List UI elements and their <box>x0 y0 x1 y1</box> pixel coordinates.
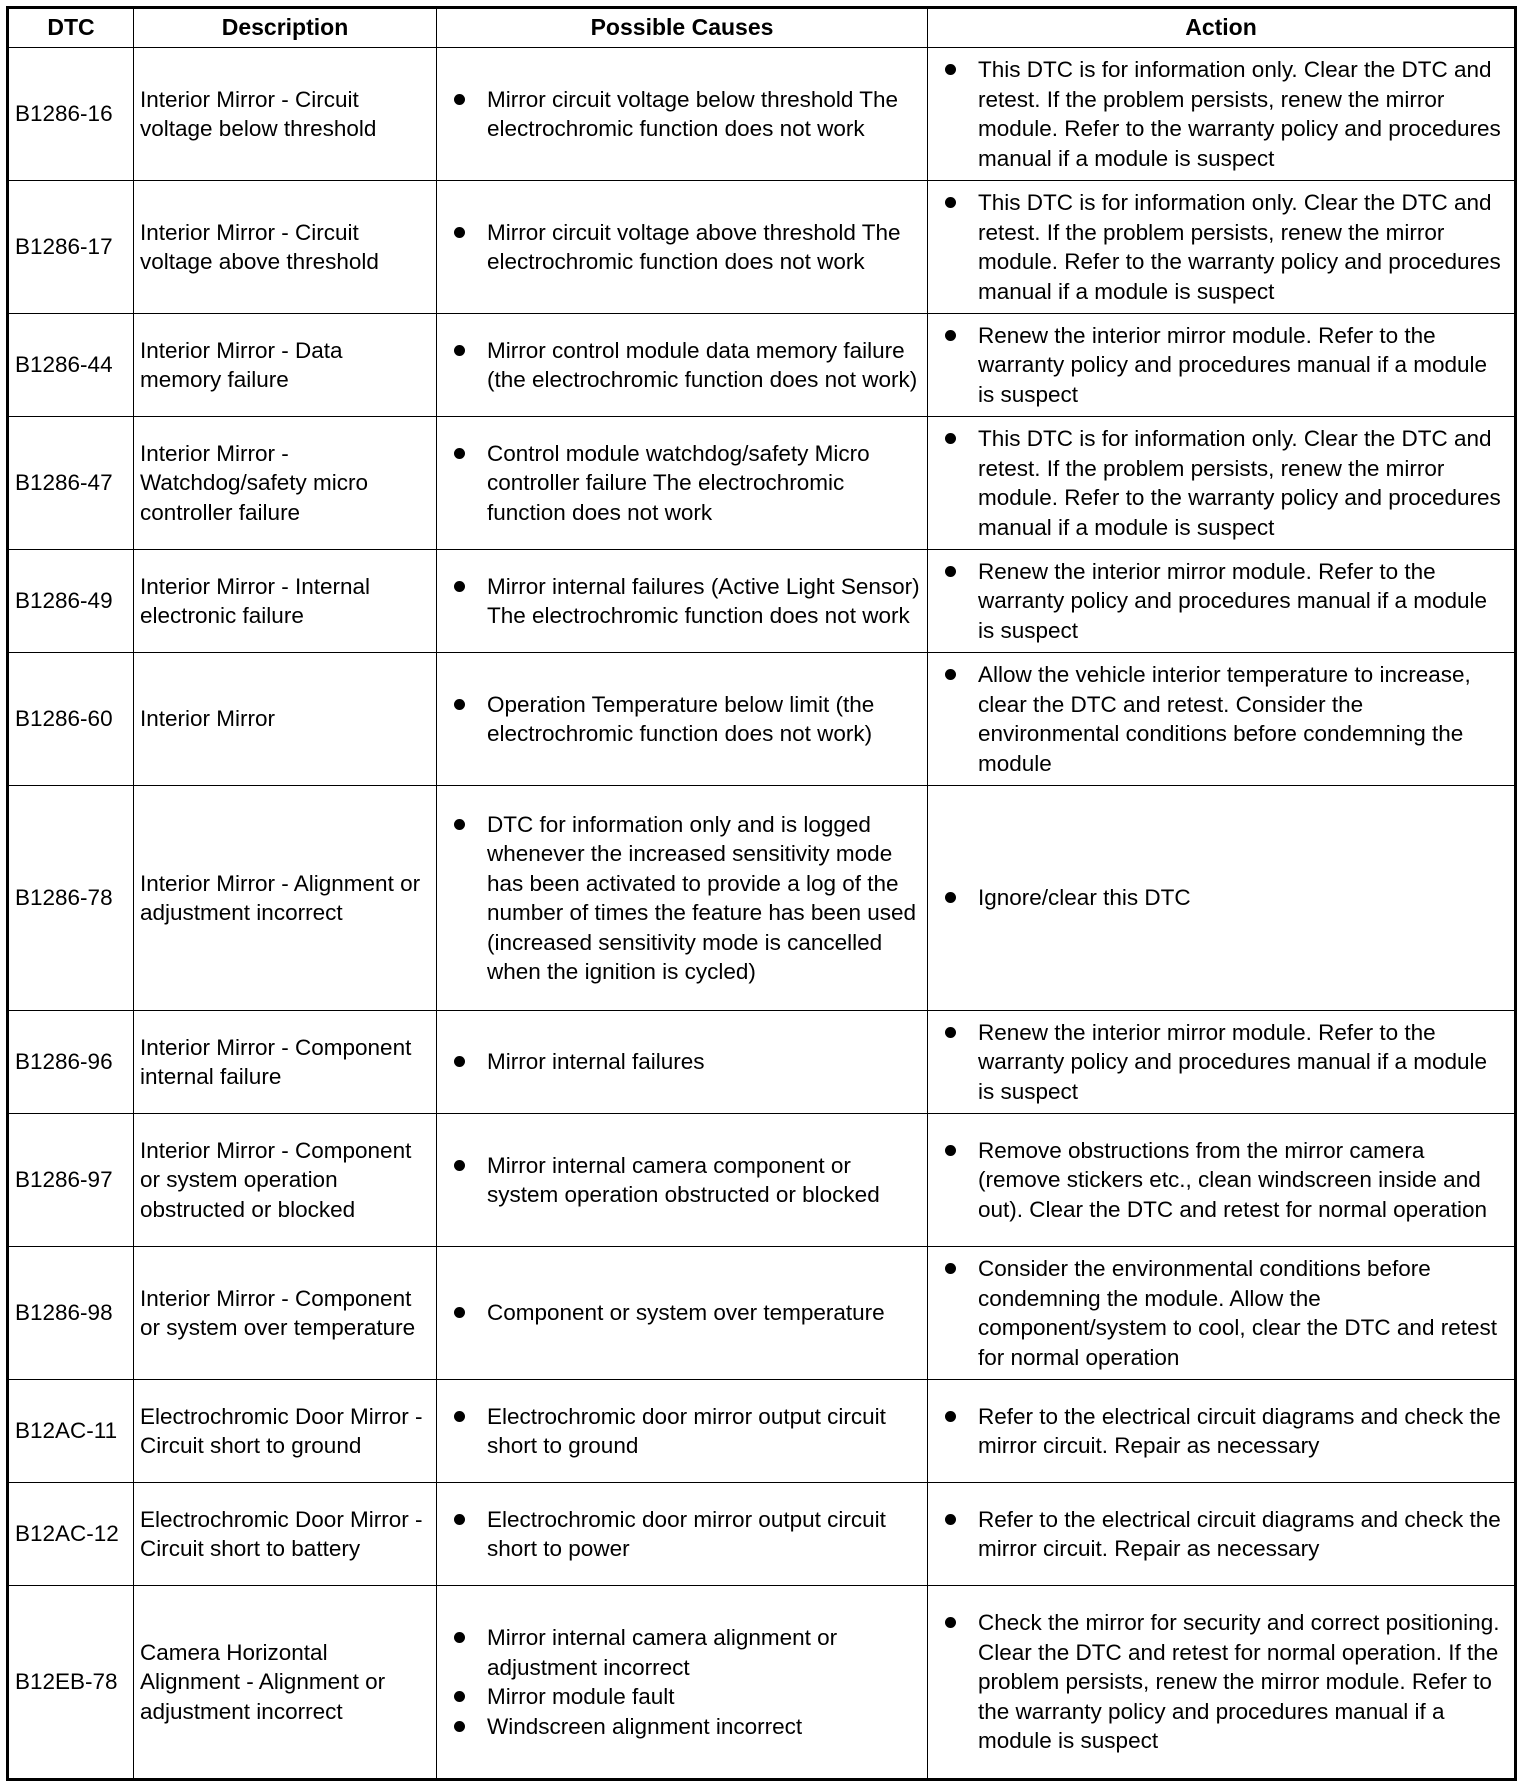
cause-item: Mirror module fault <box>443 1682 921 1712</box>
dtc-code-cell: B12EB-78 <box>8 1586 134 1780</box>
possible-causes-cell <box>437 417 928 550</box>
description-cell: Camera Horizontal Alignment - Alignment or adjustment incorrect <box>134 1586 437 1780</box>
cause-item: Mirror internal camera component or system operation obstructed or blocked <box>443 1151 921 1210</box>
cause-item: Control module watchdog/safety Micro controller failure The electrochromic function does not work <box>443 439 921 528</box>
cause-item: Mirror circuit voltage above threshold The electrochromic function does not work <box>443 218 921 277</box>
action-item: This DTC is for information only. Clear the DTC and retest. If the problem persists, renew the mirror module. Refer to the warranty policy and procedures manual if a module is suspect <box>934 55 1508 173</box>
table-row <box>8 48 1516 181</box>
action-item: Renew the interior mirror module. Refer to the warranty policy and procedures manual if a module is suspect <box>934 557 1508 646</box>
possible-causes-cell <box>437 1586 928 1780</box>
dtc-code-cell: B1286-60 <box>8 653 134 786</box>
dtc-code-cell: B1286-49 <box>8 550 134 653</box>
action-item: Consider the environmental conditions before condemning the module. Allow the component/system to cool, clear the DTC and retest for normal operation <box>934 1254 1508 1372</box>
dtc-code-cell: B1286-98 <box>8 1247 134 1380</box>
bullet-list <box>443 1402 921 1461</box>
bullet-list <box>443 1505 921 1564</box>
action-item: Refer to the electrical circuit diagrams and check the mirror circuit. Repair as necessary <box>934 1505 1508 1564</box>
possible-causes-cell <box>437 1380 928 1483</box>
action-cell <box>928 1114 1516 1247</box>
action-item: Allow the vehicle interior temperature to increase, clear the DTC and retest. Consider the environmental conditions before condemning the module <box>934 660 1508 778</box>
dtc-table <box>6 6 1517 1781</box>
description-cell: Electrochromic Door Mirror - Circuit short to ground <box>134 1380 437 1483</box>
action-cell <box>928 1483 1516 1586</box>
description-cell: Interior Mirror - Component or system over temperature <box>134 1247 437 1380</box>
bullet-list <box>934 55 1508 173</box>
possible-causes-cell <box>437 550 928 653</box>
table-row <box>8 1247 1516 1380</box>
table-row <box>8 1114 1516 1247</box>
table-row <box>8 786 1516 1011</box>
bullet-list <box>443 336 921 395</box>
description-cell: Interior Mirror - Circuit voltage below threshold <box>134 48 437 181</box>
action-cell <box>928 181 1516 314</box>
action-item: Renew the interior mirror module. Refer to the warranty policy and procedures manual if a module is suspect <box>934 321 1508 410</box>
bullet-list <box>443 1298 921 1328</box>
action-cell <box>928 1247 1516 1380</box>
table-row <box>8 1586 1516 1780</box>
action-item: Renew the interior mirror module. Refer to the warranty policy and procedures manual if a module is suspect <box>934 1018 1508 1107</box>
table-body <box>8 48 1516 1780</box>
dtc-code-cell: B1286-17 <box>8 181 134 314</box>
dtc-code-cell: B1286-16 <box>8 48 134 181</box>
bullet-list <box>443 1623 921 1741</box>
dtc-code-cell: B1286-96 <box>8 1011 134 1114</box>
bullet-list <box>934 1505 1508 1564</box>
cause-item: Windscreen alignment incorrect <box>443 1712 921 1742</box>
description-cell: Interior Mirror - Data memory failure <box>134 314 437 417</box>
possible-causes-cell <box>437 48 928 181</box>
dtc-code-cell: B12AC-12 <box>8 1483 134 1586</box>
action-cell <box>928 653 1516 786</box>
possible-causes-cell <box>437 1247 928 1380</box>
action-cell <box>928 550 1516 653</box>
action-cell <box>928 48 1516 181</box>
dtc-code-cell: B12AC-11 <box>8 1380 134 1483</box>
table-row <box>8 314 1516 417</box>
bullet-list <box>934 1402 1508 1461</box>
table-row <box>8 653 1516 786</box>
possible-causes-cell <box>437 653 928 786</box>
table-row <box>8 417 1516 550</box>
possible-causes-cell <box>437 1114 928 1247</box>
cause-item: Mirror control module data memory failure (the electrochromic function does not work) <box>443 336 921 395</box>
action-cell <box>928 786 1516 1011</box>
cause-item: Mirror internal failures (Active Light Sensor) The electrochromic function does not work <box>443 572 921 631</box>
description-cell: Interior Mirror - Circuit voltage above threshold <box>134 181 437 314</box>
bullet-list <box>443 1047 921 1077</box>
description-cell: Interior Mirror - Component or system operation obstructed or blocked <box>134 1114 437 1247</box>
dtc-code-cell: B1286-44 <box>8 314 134 417</box>
header-row <box>8 8 1516 48</box>
bullet-list <box>934 1254 1508 1372</box>
action-cell <box>928 314 1516 417</box>
bullet-list <box>443 810 921 987</box>
dtc-code-cell: B1286-47 <box>8 417 134 550</box>
cause-item: DTC for information only and is logged whenever the increased sensitivity mode has been activated to provide a log of the number of times the feature has been used (increased sensitivity mode is cancelled when the ignition is cycled) <box>443 810 921 987</box>
action-item: This DTC is for information only. Clear the DTC and retest. If the problem persists, renew the mirror module. Refer to the warranty policy and procedures manual if a module is suspect <box>934 188 1508 306</box>
dtc-code-cell: B1286-78 <box>8 786 134 1011</box>
bullet-list <box>443 690 921 749</box>
action-item: Remove obstructions from the mirror camera (remove stickers etc., clean windscreen inside and out). Clear the DTC and retest for normal operation <box>934 1136 1508 1225</box>
bullet-list <box>443 218 921 277</box>
bullet-list <box>443 85 921 144</box>
header-possible-causes: Possible Causes <box>437 8 928 48</box>
table-row <box>8 1483 1516 1586</box>
header-action: Action <box>928 8 1516 48</box>
description-cell: Electrochromic Door Mirror -Circuit short to battery <box>134 1483 437 1586</box>
action-item: Ignore/clear this DTC <box>934 883 1508 913</box>
header-dtc: DTC <box>8 8 134 48</box>
cause-item: Operation Temperature below limit (the electrochromic function does not work) <box>443 690 921 749</box>
possible-causes-cell <box>437 314 928 417</box>
action-cell <box>928 1011 1516 1114</box>
action-cell <box>928 1586 1516 1780</box>
cause-item: Mirror internal failures <box>443 1047 921 1077</box>
cause-item: Electrochromic door mirror output circuit short to ground <box>443 1402 921 1461</box>
bullet-list <box>934 1608 1508 1756</box>
description-cell: Interior Mirror - Internal electronic failure <box>134 550 437 653</box>
action-item: Refer to the electrical circuit diagrams and check the mirror circuit. Repair as necessary <box>934 1402 1508 1461</box>
bullet-list <box>443 439 921 528</box>
bullet-list <box>934 660 1508 778</box>
bullet-list <box>934 1018 1508 1107</box>
header-description: Description <box>134 8 437 48</box>
possible-causes-cell <box>437 181 928 314</box>
description-cell: Interior Mirror - Component internal failure <box>134 1011 437 1114</box>
possible-causes-cell <box>437 786 928 1011</box>
cause-item: Mirror internal camera alignment or adjustment incorrect <box>443 1623 921 1682</box>
bullet-list <box>443 1151 921 1210</box>
action-item: This DTC is for information only. Clear the DTC and retest. If the problem persists, renew the mirror module. Refer to the warranty policy and procedures manual if a module is suspect <box>934 424 1508 542</box>
table-row <box>8 1011 1516 1114</box>
bullet-list <box>934 883 1508 913</box>
action-cell <box>928 1380 1516 1483</box>
cause-item: Mirror circuit voltage below threshold The electrochromic function does not work <box>443 85 921 144</box>
description-cell: Interior Mirror - Watchdog/safety micro controller failure <box>134 417 437 550</box>
bullet-list <box>934 321 1508 410</box>
action-cell <box>928 417 1516 550</box>
table-row <box>8 550 1516 653</box>
bullet-list <box>934 557 1508 646</box>
table-row <box>8 1380 1516 1483</box>
possible-causes-cell <box>437 1011 928 1114</box>
bullet-list <box>443 572 921 631</box>
cause-item: Component or system over temperature <box>443 1298 921 1328</box>
bullet-list <box>934 424 1508 542</box>
description-cell: Interior Mirror <box>134 653 437 786</box>
bullet-list <box>934 1136 1508 1225</box>
dtc-code-cell: B1286-97 <box>8 1114 134 1247</box>
possible-causes-cell <box>437 1483 928 1586</box>
description-cell: Interior Mirror - Alignment or adjustment incorrect <box>134 786 437 1011</box>
table-row <box>8 181 1516 314</box>
action-item: Check the mirror for security and correct positioning. Clear the DTC and retest for normal operation. If the problem persists, renew the mirror module. Refer to the warranty policy and procedures manual if a module is suspect <box>934 1608 1508 1756</box>
cause-item: Electrochromic door mirror output circuit short to power <box>443 1505 921 1564</box>
bullet-list <box>934 188 1508 306</box>
